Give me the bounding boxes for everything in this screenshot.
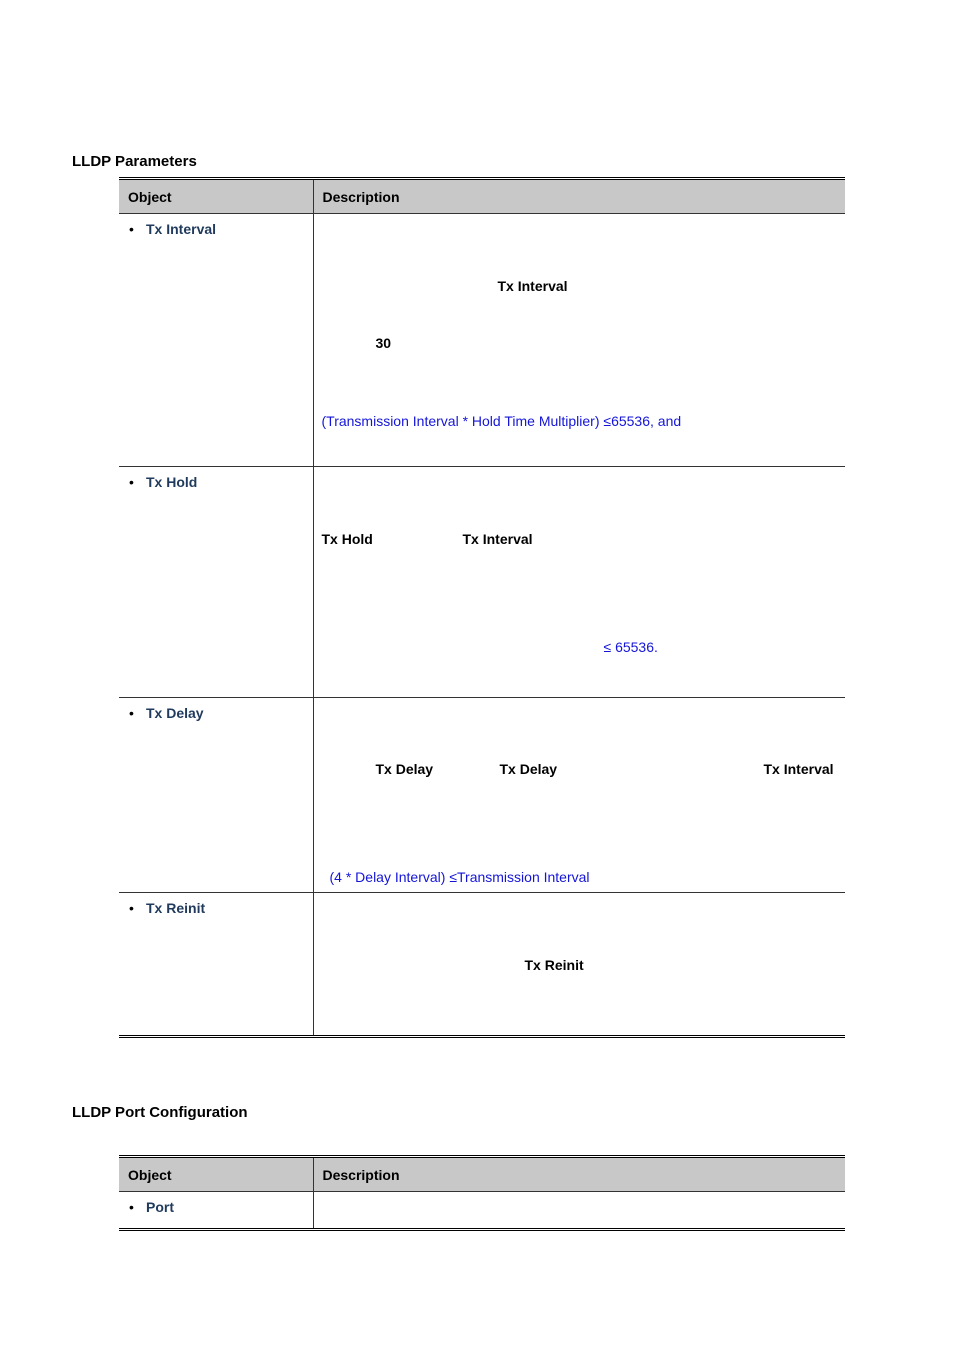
description-cell xyxy=(313,214,845,467)
object-name-tx-delay: Tx Delay xyxy=(146,705,204,721)
table-row xyxy=(119,214,845,467)
description-text: Tx Interval xyxy=(462,531,533,547)
object-name-port: Port xyxy=(146,1199,174,1215)
lldp-parameters-table xyxy=(119,177,845,1038)
bullet-icon: • xyxy=(129,1199,134,1215)
table-header-row xyxy=(119,1157,845,1192)
table-row xyxy=(119,893,845,1037)
description-text: 30 xyxy=(375,335,392,351)
section-title-lldp-parameters: LLDP Parameters xyxy=(72,153,197,170)
description-text: Tx Hold xyxy=(321,531,373,547)
description-text: Tx Interval xyxy=(763,761,834,777)
object-name-tx-reinit: Tx Reinit xyxy=(146,900,206,916)
description-formula: (Transmission Interval * Hold Time Multiplier) ≤65536, and xyxy=(321,413,682,429)
description-formula: (4 * Delay Interval) ≤Transmission Interval xyxy=(329,869,590,885)
bullet-icon: • xyxy=(129,705,134,721)
description-text: Tx Delay xyxy=(499,761,558,777)
header-object: Object xyxy=(119,179,313,214)
description-cell xyxy=(313,467,845,698)
table-header-row xyxy=(119,179,845,214)
description-formula: ≤ 65536. xyxy=(603,639,658,655)
bullet-icon: • xyxy=(129,221,134,237)
header-object: Object xyxy=(119,1157,313,1192)
description-text: Tx Interval xyxy=(497,278,568,294)
object-cell xyxy=(119,893,313,1037)
table-row xyxy=(119,698,845,893)
table-row xyxy=(119,467,845,698)
header-description: Description xyxy=(313,179,845,214)
description-cell xyxy=(313,893,845,1037)
lldp-port-configuration-table xyxy=(119,1155,845,1231)
description-cell xyxy=(313,1192,845,1230)
description-text: Tx Delay xyxy=(375,761,434,777)
section-title-lldp-port-configuration: LLDP Port Configuration xyxy=(72,1104,248,1121)
description-cell xyxy=(313,698,845,893)
object-cell xyxy=(119,1192,313,1230)
object-name-tx-hold: Tx Hold xyxy=(146,474,198,490)
object-cell xyxy=(119,214,313,467)
object-cell xyxy=(119,698,313,893)
header-description: Description xyxy=(313,1157,845,1192)
object-cell xyxy=(119,467,313,698)
table-row xyxy=(119,1192,845,1230)
object-name-tx-interval: Tx Interval xyxy=(146,221,217,237)
bullet-icon: • xyxy=(129,900,134,916)
bullet-icon: • xyxy=(129,474,134,490)
description-text: Tx Reinit xyxy=(524,957,584,973)
